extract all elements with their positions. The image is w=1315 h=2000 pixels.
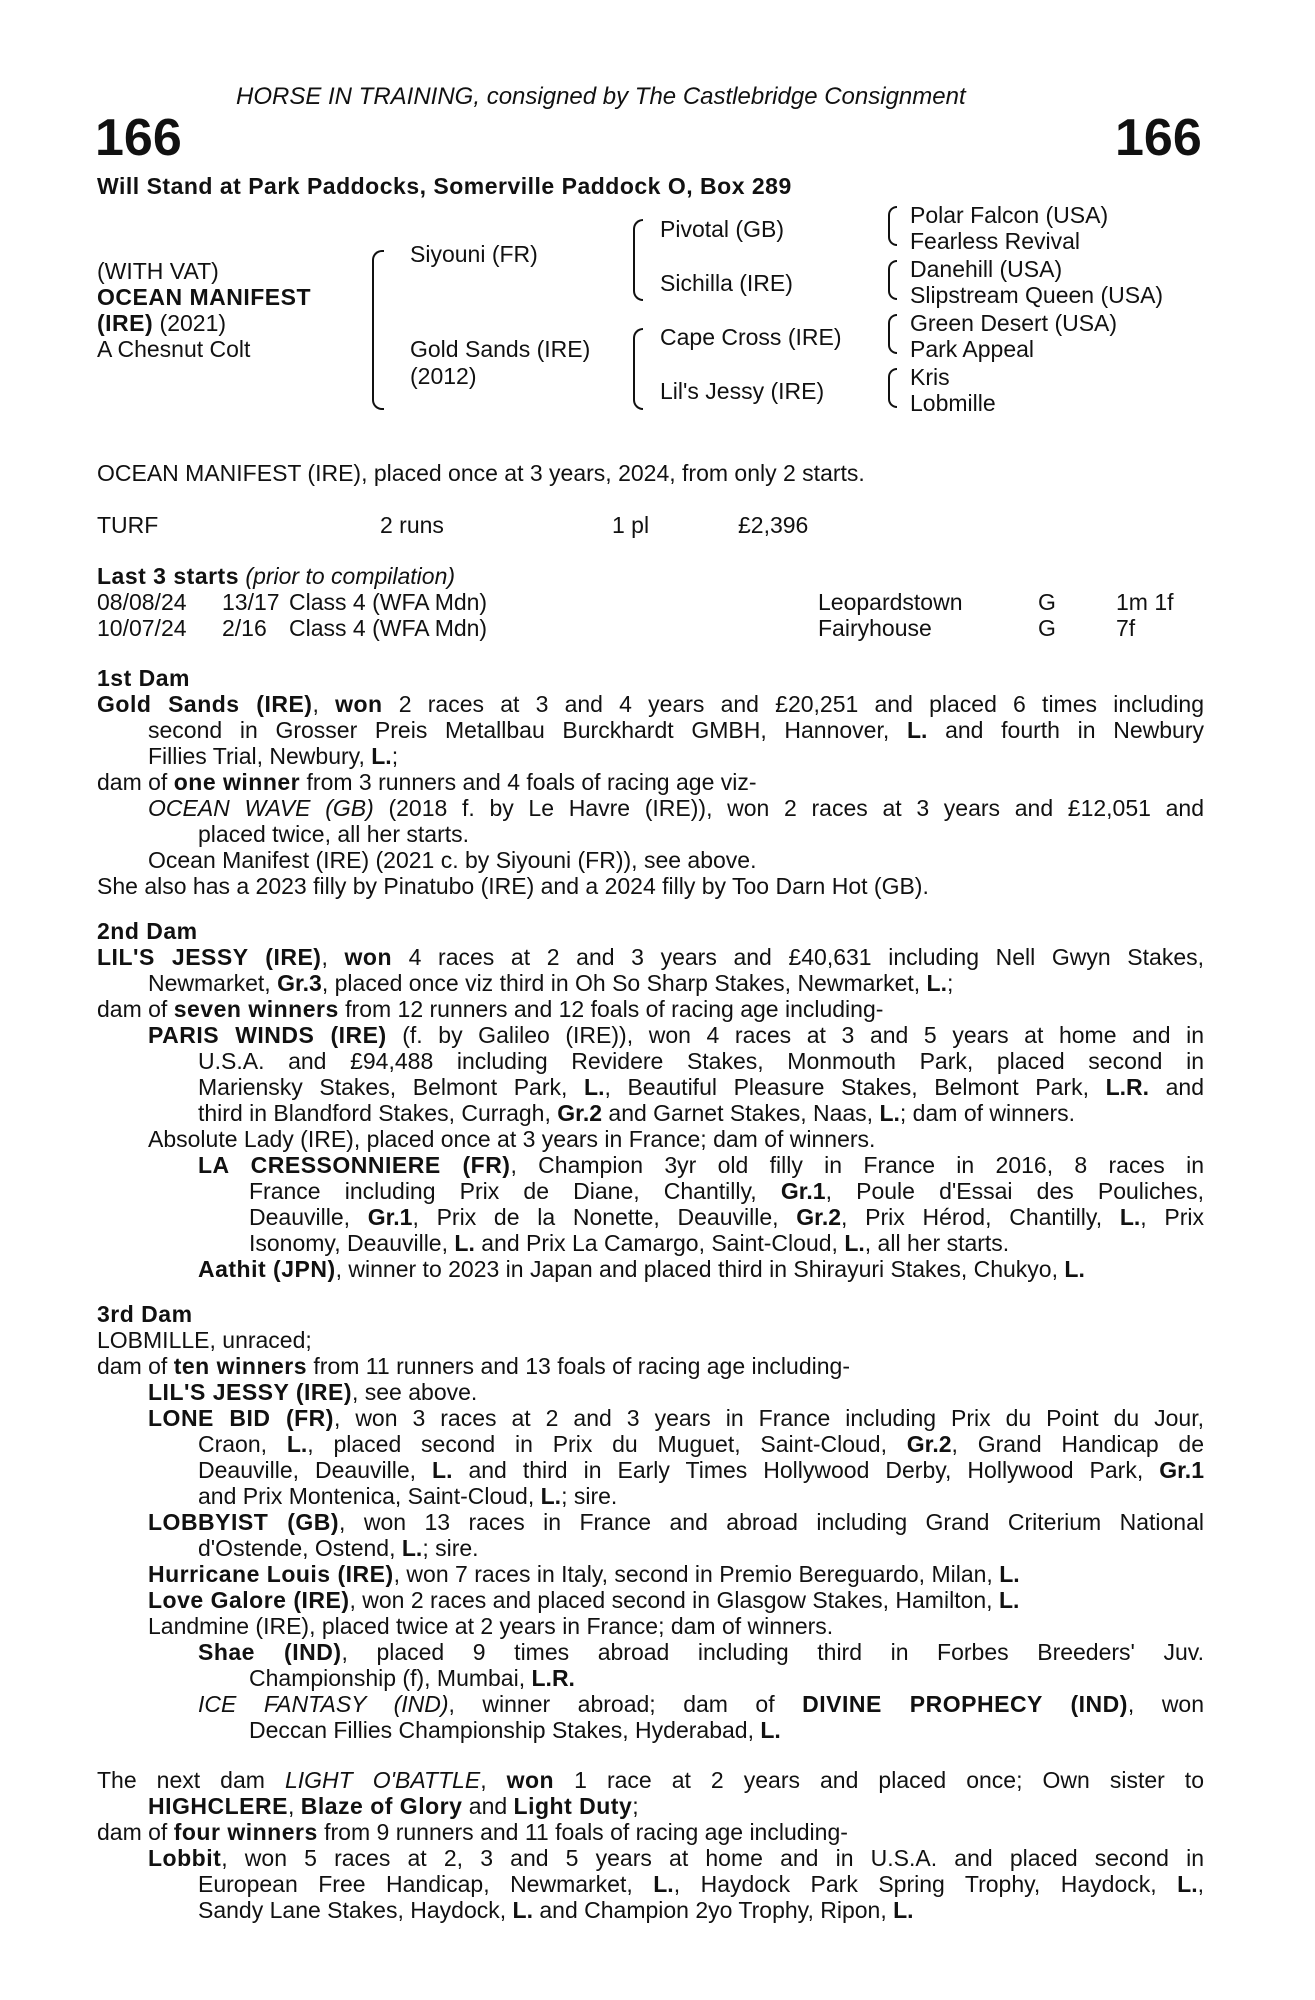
listed-mark: L.	[1119, 1204, 1141, 1230]
won-word: won	[506, 1767, 555, 1793]
text: and Garnet Stakes, Naas,	[602, 1100, 880, 1126]
group-mark: Gr.1	[780, 1178, 826, 1204]
text-line	[198, 1483, 617, 1509]
text: Championship (f), Mumbai,	[249, 1665, 532, 1691]
brace-gen2-top	[633, 219, 643, 301]
text-line	[148, 1587, 1019, 1613]
text: Sandy Lane Stakes, Haydock,	[198, 1897, 513, 1923]
text: second in Grosser Preis Metallbau Burckhardt GMBH, Hannover,	[148, 717, 907, 743]
ancestor-g3-8: Lobmille	[910, 390, 996, 416]
winner-count: four winners	[173, 1819, 318, 1845]
horse-name: ICE FANTASY (IND)	[198, 1691, 449, 1717]
text: ,	[287, 1793, 301, 1819]
vat-note: (WITH VAT)	[97, 258, 219, 284]
text: ,	[480, 1767, 507, 1793]
text-line: Ocean Manifest (IRE) (2021 c. by Siyouni (FR)), see above.	[148, 847, 757, 873]
horse-country: (IRE)	[97, 310, 154, 336]
horse-year: (2021)	[153, 310, 227, 336]
text: and	[1149, 1074, 1205, 1100]
listed-mark: L.	[286, 1431, 308, 1457]
text-line	[249, 1717, 781, 1743]
record-placed: 1 pl	[612, 512, 650, 538]
stabling-info: Will Stand at Park Paddocks, Somerville Paddock O, Box 289	[97, 173, 792, 199]
horse-name: Light Duty	[513, 1793, 633, 1819]
text: ;	[391, 743, 399, 769]
winner-count: one winner	[173, 769, 301, 795]
text-line	[148, 1509, 1204, 1535]
brace-gen1	[372, 250, 384, 410]
start-race: Class 4 (WFA Mdn)	[289, 589, 488, 615]
listed-mark: L.R.	[1105, 1074, 1150, 1100]
text: from 11 runners and 13 foals of racing age including-	[307, 1353, 850, 1379]
text-line: Landmine (IRE), placed twice at 2 years in France; dam of winners.	[148, 1613, 834, 1639]
lot-number-left: 166	[95, 109, 182, 167]
text: dam of	[97, 769, 174, 795]
catalogue-subtitle: HORSE IN TRAINING, consigned by The Castlebridge Consignment	[236, 83, 966, 110]
text-line: U.S.A. and £94,488 including Revidere Stakes, Monmouth Park, placed second in	[198, 1048, 1204, 1074]
granddam-paternal: Sichilla (IRE)	[660, 270, 793, 296]
listed-mark: L.	[584, 1074, 605, 1100]
horse-name: PARIS WINDS (IRE)	[148, 1022, 387, 1048]
horse-name: Love Galore (IRE)	[148, 1587, 350, 1613]
text-line	[198, 1152, 1204, 1178]
listed-mark: L.	[1177, 1871, 1198, 1897]
text: Deauville,	[249, 1204, 368, 1230]
text-line: LIL'S JESSY (IRE), won 4 races at 2 and 3 years and £40,631 including Nell Gwyn Stakes,	[97, 944, 1205, 970]
start-date: 08/08/24	[97, 589, 187, 615]
text: and	[462, 1793, 514, 1819]
start-distance: 1m 1f	[1116, 589, 1174, 615]
text: ,	[1197, 1871, 1204, 1897]
text-line	[198, 1431, 1204, 1457]
text-line: LOBMILLE, unraced;	[97, 1327, 312, 1353]
grandsire-maternal: Cape Cross (IRE)	[660, 324, 842, 350]
horse-name: OCEAN WAVE (GB)	[148, 795, 374, 821]
race-summary: OCEAN MANIFEST (IRE), placed once at 3 years, 2024, from only 2 starts.	[97, 460, 865, 486]
text: and Prix La Camargo, Saint-Cloud,	[474, 1230, 845, 1256]
listed-mark: L.R.	[531, 1665, 575, 1691]
text-line	[148, 1022, 1204, 1048]
sire: Siyouni (FR)	[410, 241, 538, 267]
ancestor-g3-1: Polar Falcon (USA)	[910, 202, 1109, 228]
text-line: She also has a 2023 filly by Pinatubo (IRE) and a 2024 filly by Too Darn Hot (GB).	[97, 873, 929, 899]
text-line	[148, 743, 398, 769]
horse-name-main: OCEAN MANIFEST	[97, 284, 311, 310]
text: , Haydock Park Spring Trophy, Haydock,	[673, 1871, 1178, 1897]
horse-name: Blaze of Glory	[300, 1793, 463, 1819]
text-line	[198, 1691, 1204, 1717]
text: dam of	[97, 996, 174, 1022]
text: , won 7 races in Italy, second in Premio Bereguardo, Milan,	[393, 1561, 1000, 1587]
text: Isonomy, Deauville,	[249, 1230, 455, 1256]
horse-name: Hurricane Louis (IRE)	[148, 1561, 394, 1587]
text: European Free Handicap, Newmarket,	[198, 1871, 654, 1897]
text-line	[148, 1793, 639, 1819]
horse-name: Aathit (JPN)	[198, 1256, 336, 1282]
horse-name: Lobbit	[148, 1845, 222, 1871]
text: , placed 9 times abroad including third in Forbes Breeders' Juv.	[341, 1639, 1204, 1665]
text: from 12 runners and 12 foals of racing age including-	[338, 996, 884, 1022]
text-line	[198, 1457, 1204, 1483]
dam-year: (2012)	[410, 363, 477, 389]
text: , won	[1127, 1691, 1205, 1717]
text-line	[148, 1379, 477, 1405]
text-line	[148, 717, 1204, 743]
group-mark: Gr.2	[557, 1100, 603, 1126]
text: and Champion 2yo Trophy, Ripon,	[532, 1897, 894, 1923]
last-starts-title: Last 3 starts	[97, 563, 240, 589]
listed-mark: L.	[540, 1483, 562, 1509]
listed-mark: L.	[879, 1100, 900, 1126]
text-line	[198, 1897, 914, 1923]
won-word: won	[344, 944, 392, 970]
text: , won 13 races in France and abroad including Grand Criterium National	[339, 1509, 1204, 1535]
horse-name: LA CRESSONNIERE (FR)	[198, 1152, 511, 1178]
text: Fillies Trial, Newbury,	[148, 743, 372, 769]
ancestor-g3-2: Fearless Revival	[910, 228, 1080, 254]
text: , winner to 2023 in Japan and placed third in Shirayuri Stakes, Chukyo,	[335, 1256, 1065, 1282]
listed-mark: L.	[371, 743, 392, 769]
text: Mariensky Stakes, Belmont Park,	[198, 1074, 585, 1100]
start-course: Leopardstown	[818, 589, 963, 615]
text: France including Prix de Diane, Chantilly,	[249, 1178, 781, 1204]
text-line: placed twice, all her starts.	[198, 821, 470, 847]
text: (2018 f. by Le Havre (IRE)), won 2 races at 3 years and £12,051 and	[373, 795, 1204, 821]
horse-name: DIVINE PROPHECY (IND)	[802, 1691, 1128, 1717]
text: Deauville, Deauville,	[198, 1457, 433, 1483]
text: from 9 runners and 11 foals of racing age including-	[317, 1819, 848, 1845]
text-line	[97, 769, 757, 795]
text: , Prix de la Nonette, Deauville,	[412, 1204, 797, 1230]
text-line	[97, 996, 883, 1022]
text-line	[249, 1204, 1204, 1230]
horse-name: LIGHT O'BATTLE	[284, 1767, 481, 1793]
text-line	[198, 1256, 1085, 1282]
text: , Beautiful Pleasure Stakes, Belmont Park,	[604, 1074, 1106, 1100]
text-line	[249, 1178, 1204, 1204]
section-heading: 2nd Dam	[97, 918, 198, 944]
text: , Grand Handicap de	[951, 1431, 1204, 1457]
text-line	[97, 1353, 850, 1379]
text: , Champion 3yr old filly in France in 2016, 8 races in	[510, 1152, 1204, 1178]
text: The next dam	[97, 1767, 285, 1793]
text-line	[148, 1845, 1204, 1871]
record-runs: 2 runs	[380, 512, 444, 538]
group-mark: Gr.1	[367, 1204, 413, 1230]
listed-mark: L.	[512, 1897, 533, 1923]
horse-name: LIL'S JESSY (IRE)	[148, 1379, 352, 1405]
text: Craon,	[198, 1431, 287, 1457]
text-line	[148, 795, 1204, 821]
won-word: won	[335, 691, 383, 717]
text: , all her starts.	[864, 1230, 1010, 1256]
listed-mark: L.	[999, 1561, 1020, 1587]
text: ; sire.	[561, 1483, 618, 1509]
text-line	[97, 1819, 848, 1845]
group-mark: Gr.1	[1159, 1457, 1204, 1483]
horse-name	[97, 284, 311, 310]
start-going: G	[1038, 589, 1056, 615]
text: ;	[632, 1793, 639, 1819]
text: , Prix Hérod, Chantilly,	[841, 1204, 1120, 1230]
horse-name: HIGHCLERE	[148, 1793, 288, 1819]
text: ; sire.	[422, 1535, 479, 1561]
listed-mark: L.	[653, 1871, 674, 1897]
text-line: Gold Sands (IRE), won 2 races at 3 and 4 years and £20,251 and placed 6 times including	[97, 691, 1204, 717]
text-line	[97, 1767, 1204, 1793]
record-surface: TURF	[97, 512, 159, 538]
start-distance: 7f	[1116, 615, 1136, 641]
group-mark: Gr.2	[906, 1431, 952, 1457]
text: (f. by Galileo (IRE)), won 4 races at 3 and 5 years at home and in	[386, 1022, 1204, 1048]
dam: Gold Sands (IRE)	[410, 336, 591, 362]
group-mark: Gr.2	[796, 1204, 842, 1230]
start-position: 13/17	[222, 589, 280, 615]
text: , Poule d'Essai des Pouliches,	[825, 1178, 1204, 1204]
grandsire-paternal: Pivotal (GB)	[660, 216, 784, 242]
text: , Prix	[1140, 1204, 1205, 1230]
text-line	[198, 1871, 1204, 1897]
listed-mark: L.	[926, 970, 947, 996]
text-line	[198, 1100, 1075, 1126]
granddam-maternal: Lil's Jessy (IRE)	[660, 378, 825, 404]
text-line	[148, 970, 953, 996]
text: 2 races at 3 and 4 years and £20,251 and placed 6 times including	[382, 691, 1204, 717]
text: , won 2 races and placed second in Glasgow Stakes, Hamilton,	[349, 1587, 999, 1613]
text: ; dam of winners.	[899, 1100, 1076, 1126]
ancestor-g3-6: Park Appeal	[910, 336, 1035, 362]
text: 4 races at 2 and 3 years and £40,631 including Nell Gwyn Stakes,	[392, 944, 1205, 970]
text: , won 5 races at 2, 3 and 5 years at home and in U.S.A. and placed second in	[221, 1845, 1204, 1871]
text: 1 race at 2 years and placed once; Own sister to	[554, 1767, 1204, 1793]
ancestor-g3-7: Kris	[910, 364, 950, 390]
text: , placed second in Prix du Muguet, Saint-Cloud,	[307, 1431, 907, 1457]
text-line: Absolute Lady (IRE), placed once at 3 years in France; dam of winners.	[148, 1126, 876, 1152]
horse-name: LIL'S JESSY (IRE)	[97, 944, 322, 970]
text-line	[198, 1535, 479, 1561]
ancestor-g3-5: Green Desert (USA)	[910, 310, 1118, 336]
text: Deccan Fillies Championship Stakes, Hyderabad,	[249, 1717, 761, 1743]
text-line	[198, 1074, 1204, 1100]
text: and third in Early Times Hollywood Derby, Hollywood Park,	[452, 1457, 1160, 1483]
winner-count: seven winners	[173, 996, 339, 1022]
listed-mark: L.	[1064, 1256, 1085, 1282]
text-line	[148, 1405, 1204, 1431]
text-line	[148, 1561, 1020, 1587]
text: , placed once viz third in Oh So Sharp Stakes, Newmarket,	[321, 970, 927, 996]
ancestor-g3-4: Slipstream Queen (USA)	[910, 282, 1164, 308]
start-race: Class 4 (WFA Mdn)	[289, 615, 488, 641]
brace-gen3-4	[888, 368, 897, 408]
listed-mark: L.	[401, 1535, 423, 1561]
horse-description: A Chesnut Colt	[97, 336, 251, 362]
text: dam of	[97, 1353, 174, 1379]
winner-count: ten winners	[173, 1353, 308, 1379]
lot-number-right: 166	[1115, 109, 1202, 167]
text: and Prix Montenica, Saint-Cloud,	[198, 1483, 541, 1509]
start-date: 10/07/24	[97, 615, 187, 641]
horse-name: Gold Sands (IRE)	[97, 691, 313, 717]
horse-name: Shae (IND)	[198, 1639, 342, 1665]
record-earnings: £2,396	[738, 512, 809, 538]
start-course: Fairyhouse	[818, 615, 932, 641]
text: d'Ostende, Ostend,	[198, 1535, 402, 1561]
brace-gen3-2	[888, 260, 897, 300]
section-heading: 3rd Dam	[97, 1301, 193, 1327]
section-heading: 1st Dam	[97, 665, 190, 691]
text: dam of	[97, 1819, 174, 1845]
last-starts-note: (prior to compilation)	[245, 563, 456, 589]
listed-mark: L.	[998, 1587, 1020, 1613]
text: , see above.	[351, 1379, 478, 1405]
text: , winner abroad; dam of	[448, 1691, 803, 1717]
start-going: G	[1038, 615, 1056, 641]
text: Newmarket,	[148, 970, 278, 996]
listed-mark: L.	[432, 1457, 453, 1483]
listed-mark: L.	[906, 717, 928, 743]
listed-mark: L.	[893, 1897, 914, 1923]
text-line	[249, 1665, 575, 1691]
brace-gen3-1	[888, 206, 897, 246]
text: third in Blandford Stakes, Curragh,	[198, 1100, 558, 1126]
horse-name: LOBBYIST (GB)	[148, 1509, 340, 1535]
last-starts-heading	[97, 563, 455, 589]
listed-mark: L.	[454, 1230, 475, 1256]
listed-mark: L.	[844, 1230, 865, 1256]
ancestor-g3-3: Danehill (USA)	[910, 256, 1063, 282]
brace-gen2-bottom	[633, 328, 643, 410]
text: from 3 runners and 4 foals of racing age viz-	[300, 769, 757, 795]
text: ;	[946, 970, 954, 996]
text: , won 3 races at 2 and 3 years in France including Prix du Point du Jour,	[333, 1405, 1205, 1431]
brace-gen3-3	[888, 314, 897, 354]
text-line	[249, 1230, 1009, 1256]
horse-origin	[97, 310, 226, 336]
group-mark: Gr.3	[277, 970, 322, 996]
text-line	[198, 1639, 1204, 1665]
text: and fourth in Newbury	[927, 717, 1205, 743]
horse-name: LONE BID (FR)	[148, 1405, 334, 1431]
listed-mark: L.	[760, 1717, 781, 1743]
start-position: 2/16	[222, 615, 267, 641]
